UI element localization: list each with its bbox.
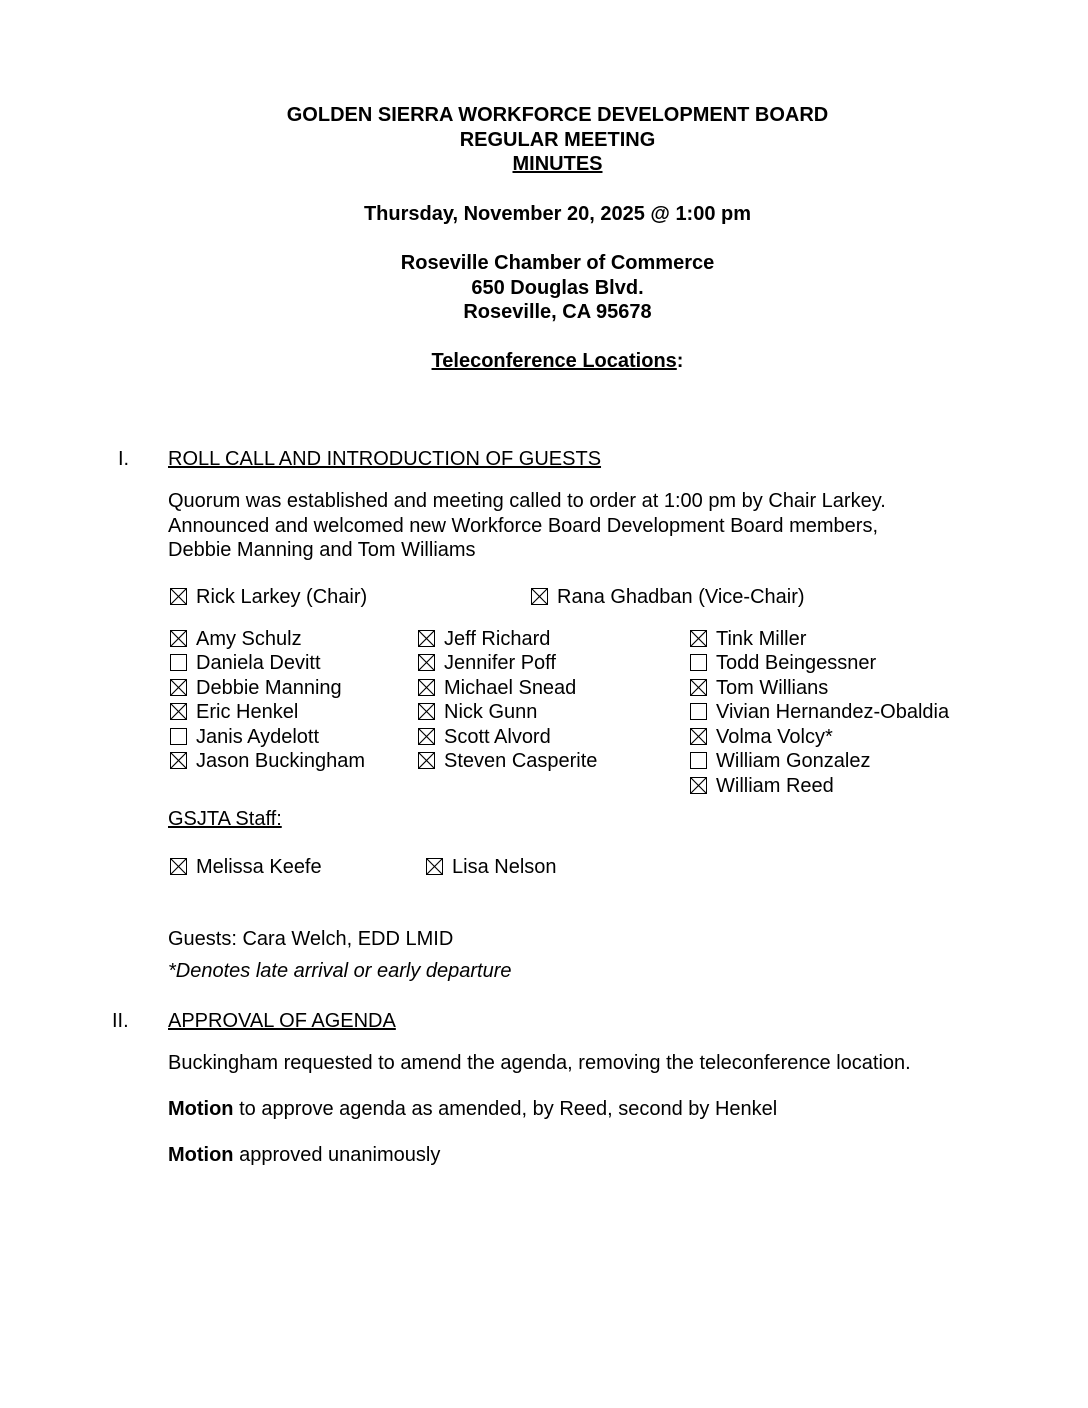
checkbox-icon bbox=[418, 630, 435, 647]
venue-block bbox=[0, 251, 1088, 325]
checkbox-icon bbox=[690, 752, 707, 769]
checkbox-icon bbox=[418, 728, 435, 745]
paragraph-line: Quorum was established and meeting called to order at 1:00 pm by Chair Larkey. bbox=[168, 490, 886, 512]
attendee-member: Tink Miller bbox=[690, 627, 806, 651]
checkbox-icon bbox=[170, 630, 187, 647]
footnote: *Denotes late arrival or early departure bbox=[168, 960, 512, 982]
attendee-member: Todd Beingessner bbox=[690, 651, 876, 675]
section-1-title: ROLL CALL AND INTRODUCTION OF GUESTS bbox=[168, 448, 602, 470]
attendee-member: Jeff Richard bbox=[418, 627, 550, 651]
checkbox-icon bbox=[690, 654, 707, 671]
checkbox-icon bbox=[170, 752, 187, 769]
attendee-officer: Rana Ghadban (Vice-Chair) bbox=[531, 585, 805, 609]
section-2-paragraph: Buckingham requested to amend the agenda, removing the teleconference location. bbox=[168, 1052, 911, 1074]
meeting-type: REGULAR MEETING bbox=[459, 128, 656, 151]
attendee-member: Volma Volcy* bbox=[690, 725, 833, 749]
attendee-member: Janis Aydelott bbox=[170, 725, 319, 749]
attendee-member: Jason Buckingham bbox=[170, 749, 365, 773]
attendee-member: William Gonzalez bbox=[690, 749, 870, 773]
section-1-paragraph bbox=[168, 489, 886, 563]
checkbox-icon bbox=[170, 728, 187, 745]
venue-city: Roseville, CA 95678 bbox=[463, 301, 652, 323]
motion-result: Motion approved unanimously bbox=[168, 1144, 441, 1166]
attendee-member: William Reed bbox=[690, 774, 834, 798]
staff-label: GSJTA Staff: bbox=[168, 808, 282, 830]
checkbox-icon bbox=[531, 588, 548, 605]
meeting-date: Thursday, November 20, 2025 @ 1:00 pm bbox=[363, 203, 752, 225]
section-2-title: APPROVAL OF AGENDA bbox=[168, 1010, 396, 1032]
staff-member: Melissa Keefe bbox=[170, 855, 322, 879]
paragraph-line: Debbie Manning and Tom Williams bbox=[168, 539, 476, 561]
checkbox-icon bbox=[418, 654, 435, 671]
checkbox-icon bbox=[690, 728, 707, 745]
venue-name: Roseville Chamber of Commerce bbox=[400, 252, 715, 274]
teleconference-heading: Teleconference Locations: bbox=[431, 350, 684, 372]
attendee-member: Jennifer Poff bbox=[418, 651, 556, 675]
section-1-numeral: I. bbox=[118, 448, 130, 470]
checkbox-icon bbox=[418, 679, 435, 696]
attendee-member: Debbie Manning bbox=[170, 676, 342, 700]
checkbox-icon bbox=[170, 588, 187, 605]
checkbox-icon bbox=[418, 752, 435, 769]
checkbox-icon bbox=[690, 703, 707, 720]
checkbox-icon bbox=[170, 703, 187, 720]
staff-member: Lisa Nelson bbox=[426, 855, 557, 879]
attendee-member: Nick Gunn bbox=[418, 700, 537, 724]
section-2-numeral: II. bbox=[112, 1010, 129, 1032]
attendee-officer: Rick Larkey (Chair) bbox=[170, 585, 367, 609]
header-block bbox=[0, 103, 1088, 177]
attendee-member: Scott Alvord bbox=[418, 725, 551, 749]
board-name: GOLDEN SIERRA WORKFORCE DEVELOPMENT BOARD bbox=[286, 104, 829, 126]
checkbox-icon bbox=[690, 777, 707, 794]
attendee-member: Amy Schulz bbox=[170, 627, 302, 651]
checkbox-icon bbox=[690, 679, 707, 696]
guests-line: Guests: Cara Welch, EDD LMID bbox=[168, 928, 454, 950]
attendee-member: Eric Henkel bbox=[170, 700, 298, 724]
checkbox-icon bbox=[690, 630, 707, 647]
motion-line: Motion to approve agenda as amended, by Reed, second by Henkel bbox=[168, 1098, 778, 1120]
checkbox-icon bbox=[170, 858, 187, 875]
checkbox-icon bbox=[418, 703, 435, 720]
attendee-member: Michael Snead bbox=[418, 676, 576, 700]
attendee-member: Steven Casperite bbox=[418, 749, 597, 773]
checkbox-icon bbox=[170, 679, 187, 696]
paragraph-line: Announced and welcomed new Workforce Board Development Board members, bbox=[168, 514, 878, 537]
attendee-member: Daniela Devitt bbox=[170, 651, 321, 675]
attendee-member: Vivian Hernandez-Obaldia bbox=[690, 700, 949, 724]
venue-street: 650 Douglas Blvd. bbox=[471, 276, 644, 299]
checkbox-icon bbox=[170, 654, 187, 671]
doc-title: MINUTES bbox=[512, 153, 603, 175]
attendee-member: Tom Willians bbox=[690, 676, 828, 700]
checkbox-icon bbox=[426, 858, 443, 875]
